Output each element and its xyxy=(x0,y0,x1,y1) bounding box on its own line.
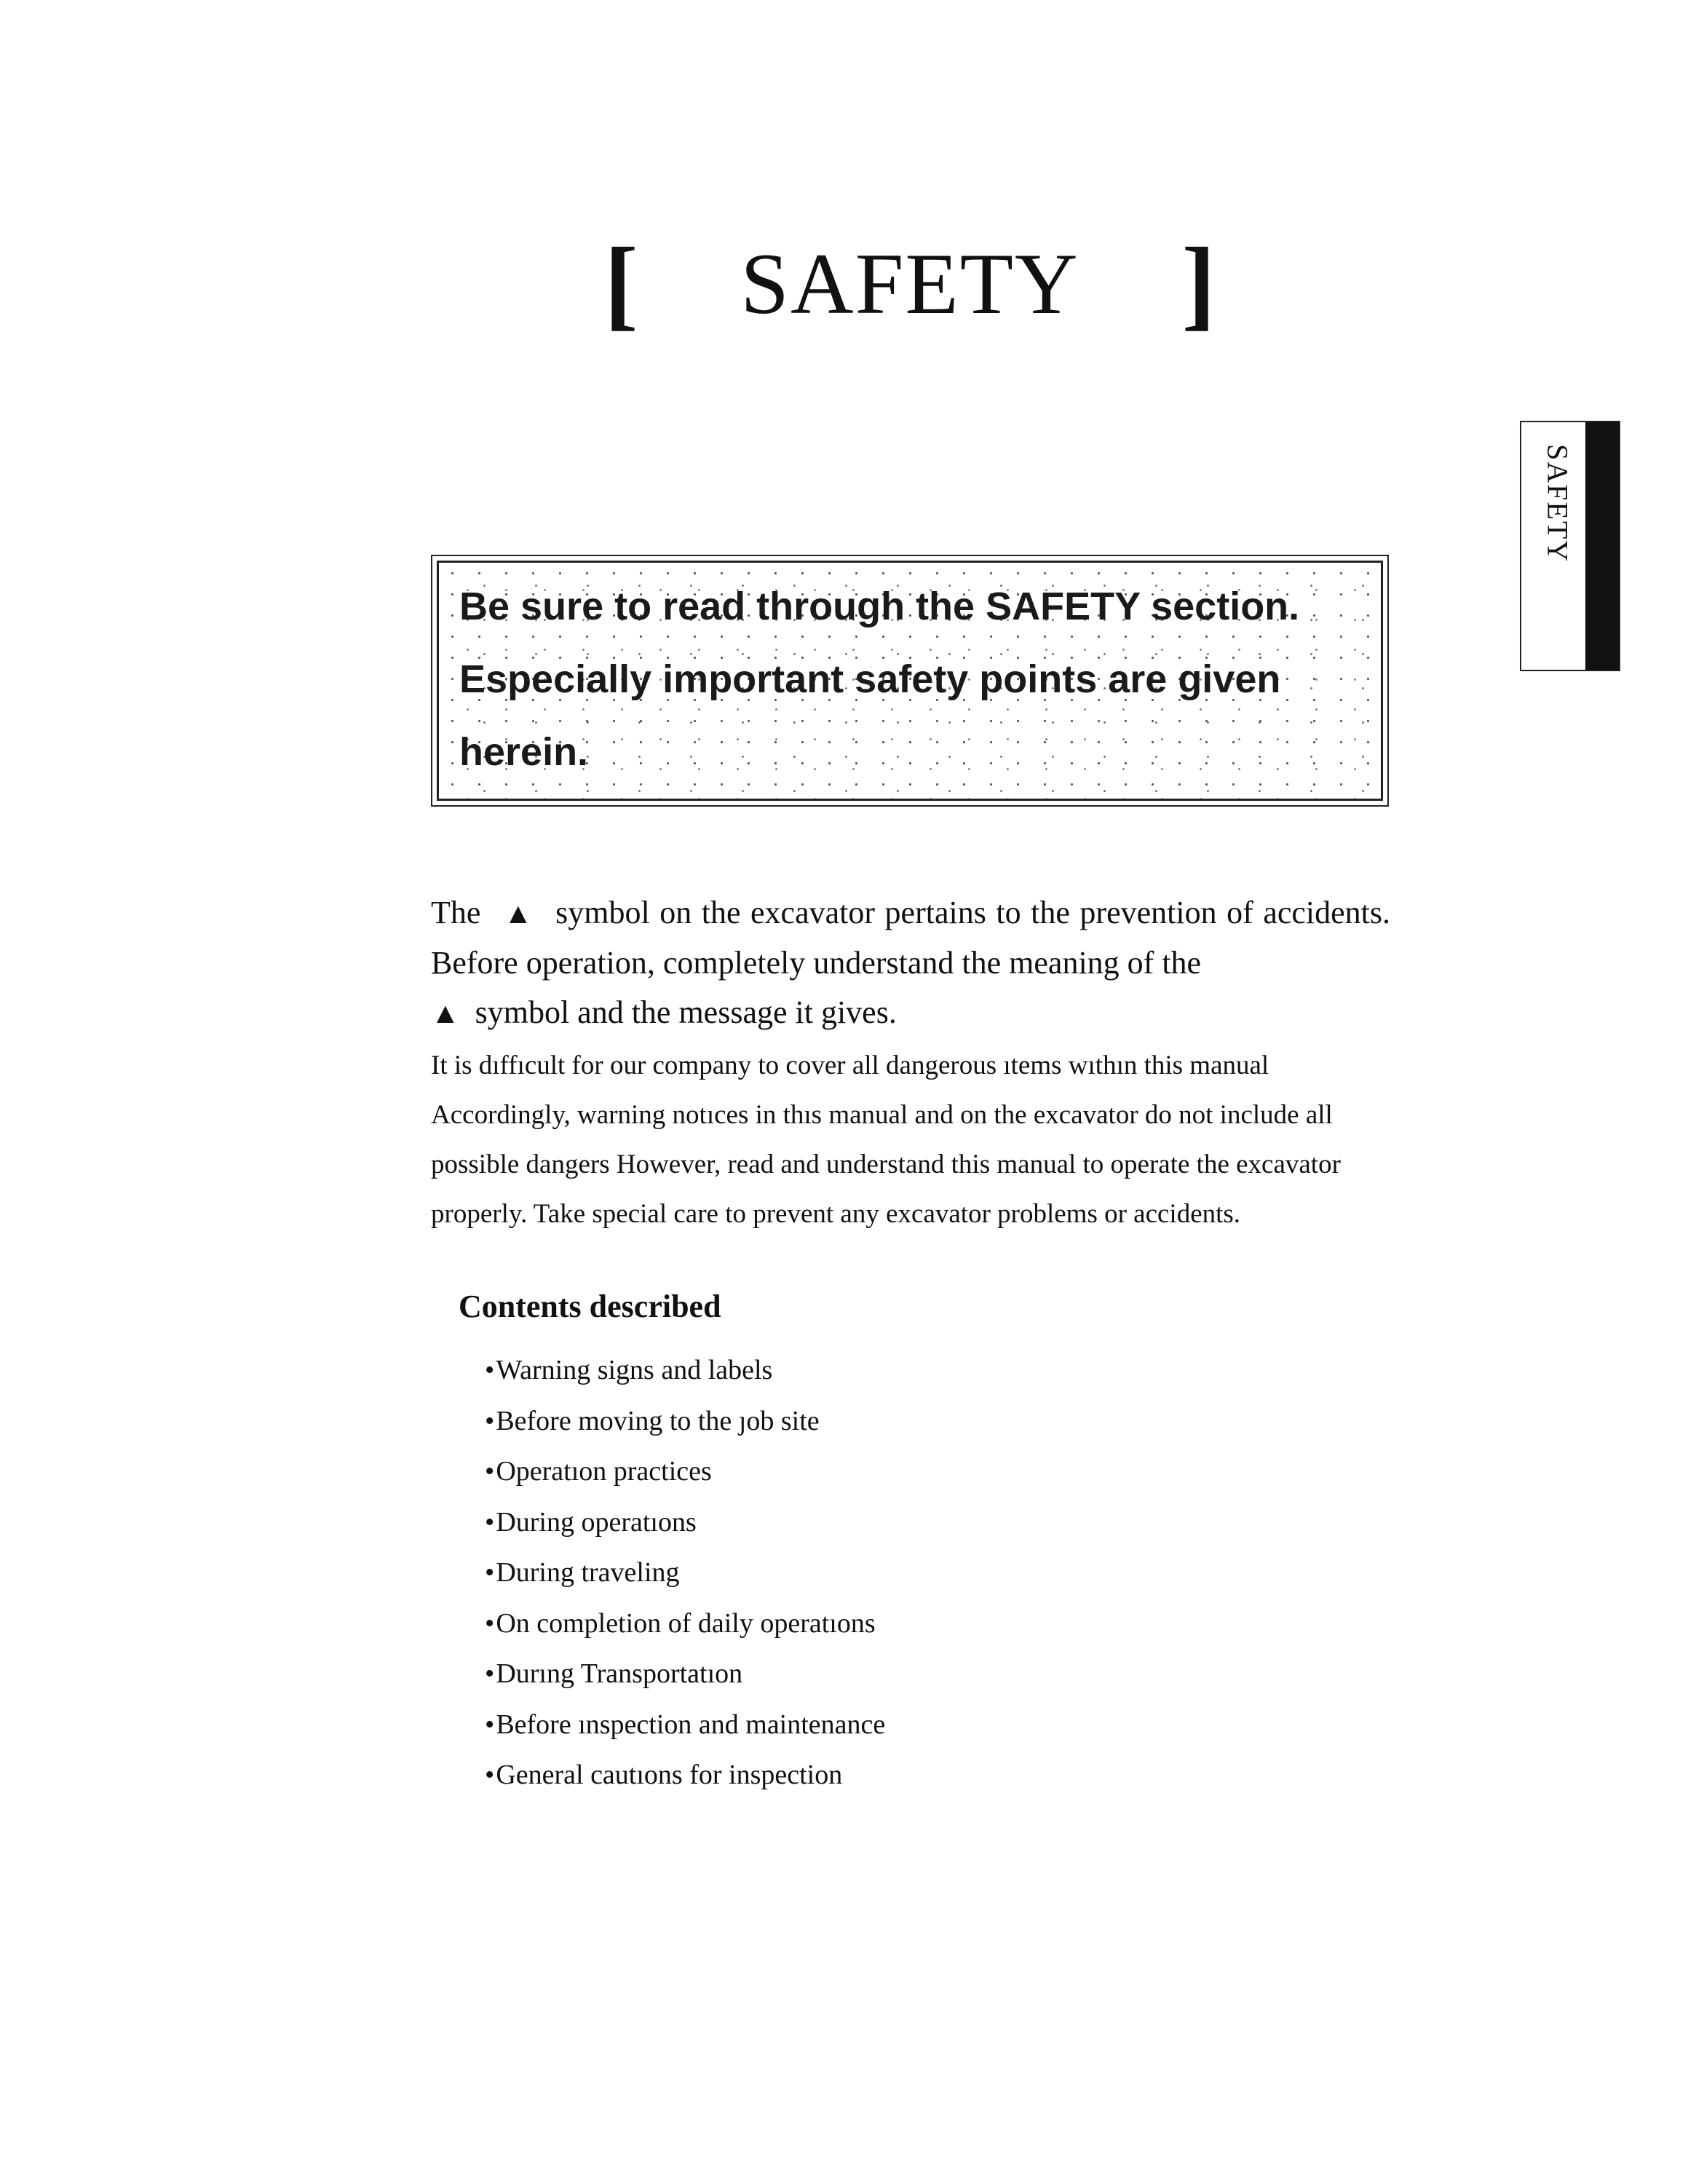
contents-title: Contents described xyxy=(459,1289,721,1324)
list-item-label: Before moving to the ȷob site xyxy=(496,1405,820,1436)
intro-text-1: The xyxy=(431,895,481,930)
title-close-bracket: ] xyxy=(1181,227,1216,340)
disclaimer-line: It is dıffıcult for our company to cover all dangerous ıtems wıthın this manual xyxy=(431,1051,1269,1080)
list-item xyxy=(485,1750,1332,1801)
disclaimer-line: properly. Take special care to prevent any excavator problems or accidents. xyxy=(431,1199,1241,1229)
bullet-icon: • xyxy=(485,1658,495,1689)
bullet-icon: • xyxy=(485,1557,495,1588)
section-tab-bar xyxy=(1585,422,1619,670)
list-item-label: Before ınspection and maintenance xyxy=(496,1709,886,1740)
title-text: SAFETY xyxy=(740,235,1079,332)
list-item xyxy=(485,1396,1332,1447)
list-item xyxy=(485,1548,1332,1599)
intro-text-2: symbol on the excavator pertains to the prevention of accidents. Before operation, completely understand the meaning of the xyxy=(431,895,1391,981)
disclaimer-line: Accordingly, warning notıces in thıs manual and on the excavator do not include all xyxy=(431,1100,1333,1130)
list-item xyxy=(485,1649,1332,1700)
list-item-label: During operatıons xyxy=(496,1506,697,1538)
notice-line: Be sure to read through the SAFETY section. xyxy=(459,585,1300,628)
bullet-icon: • xyxy=(485,1506,495,1538)
intro-paragraph xyxy=(431,888,1390,1038)
list-item xyxy=(485,1345,1332,1396)
disclaimer-paragraph xyxy=(431,1041,1390,1239)
title-open-bracket: [ xyxy=(604,227,638,340)
list-item-label: General cautıons for inspection xyxy=(496,1760,843,1790)
list-item xyxy=(485,1700,1332,1751)
section-tab-label: SAFETY xyxy=(1541,444,1574,563)
intro-text-3: symbol and the message it gives. xyxy=(475,994,897,1030)
bullet-icon: • xyxy=(485,1405,495,1436)
list-item-label: Durıng Transportatıon xyxy=(496,1658,743,1689)
list-item xyxy=(485,1497,1332,1548)
list-item xyxy=(485,1599,1332,1650)
list-item-label: Operatıon practices xyxy=(496,1456,712,1487)
notice-line: herein. xyxy=(459,730,589,774)
list-item-label: On completion of daily operatıons xyxy=(496,1607,876,1639)
notice-box xyxy=(437,561,1383,801)
list-item xyxy=(485,1447,1332,1497)
bullet-icon: • xyxy=(485,1456,495,1487)
list-item-label: Warning signs and labels xyxy=(496,1355,773,1385)
notice-line: Especially important safety points are given xyxy=(459,657,1281,701)
list-item-label: During traveling xyxy=(496,1557,680,1588)
bullet-icon: • xyxy=(485,1709,495,1740)
contents-list xyxy=(459,1345,1332,1801)
disclaimer-line: possible dangers However, read and understand this manual to operate the excavator xyxy=(431,1150,1341,1179)
contents-section xyxy=(459,1281,1332,1801)
warning-triangle-icon: ▲ xyxy=(431,997,460,1029)
page-title xyxy=(604,227,1216,340)
bullet-icon: • xyxy=(485,1760,495,1790)
section-tab xyxy=(1520,421,1620,671)
warning-triangle-icon: ▲ xyxy=(503,897,533,930)
bullet-icon: • xyxy=(485,1607,495,1639)
bullet-icon: • xyxy=(485,1355,495,1385)
